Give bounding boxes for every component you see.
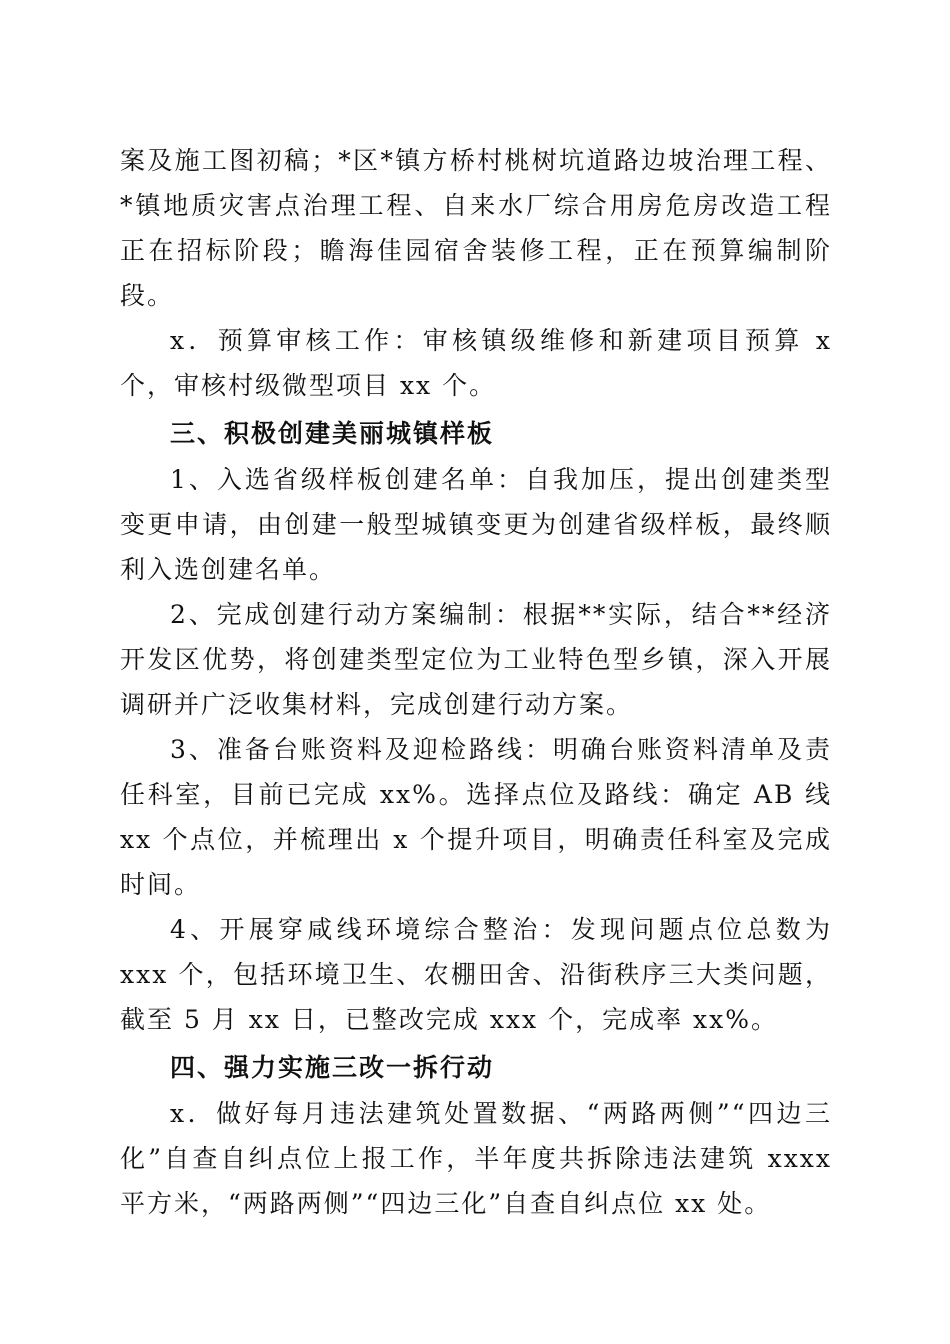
- document-body: [120, 138, 832, 1226]
- paragraph-item-3: 3、准备台账资料及迎检路线：明确台账资料清单及责任科室，目前已完成 xx%。选择点位及路线：确定 AB 线 xx 个点位，并梳理出 x 个提升项目，明确责任科室及完成时间。: [120, 735, 832, 899]
- section-heading-3: 三、积极创建美丽城镇样板: [170, 419, 495, 448]
- paragraph-item-4: 4、开展穿咸线环境综合整治：发现问题点位总数为 xxx 个，包括环境卫生、农棚田舍、沿街秩序三大类问题，截至 5 月 xx 日，已整改完成 xxx 个，完成率 xx%。: [120, 915, 832, 1034]
- section-heading-4: 四、强力实施三改一拆行动: [170, 1053, 495, 1082]
- paragraph-item-1: 1、入选省级样板创建名单：自我加压，提出创建类型变更申请，由创建一般型城镇变更为创建省级样板，最终顺利入选创建名单。: [120, 465, 832, 584]
- paragraph-demolition: x．做好每月违法建筑处置数据、“两路两侧”“四边三化”自查自纠点位上报工作，半年度共拆除违法建筑 xxxx 平方米，“两路两侧”“四边三化”自查自纠点位 xx 处。: [120, 1099, 832, 1218]
- paragraph-continued: 案及施工图初稿；*区*镇方桥村桃树坑道路边坡治理工程、*镇地质灾害点治理工程、自来水厂综合用房危房改造工程正在招标阶段；瞻海佳园宿舍装修工程，正在预算编制阶段。: [120, 146, 832, 310]
- paragraph-item-2: 2、完成创建行动方案编制：根据**实际，结合**经济开发区优势，将创建类型定位为工业特色型乡镇，深入开展调研并广泛收集材料，完成创建行动方案。: [120, 600, 832, 719]
- paragraph-budget-review: x．预算审核工作：审核镇级维修和新建项目预算 x 个，审核村级微型项目 xx 个。: [120, 326, 832, 400]
